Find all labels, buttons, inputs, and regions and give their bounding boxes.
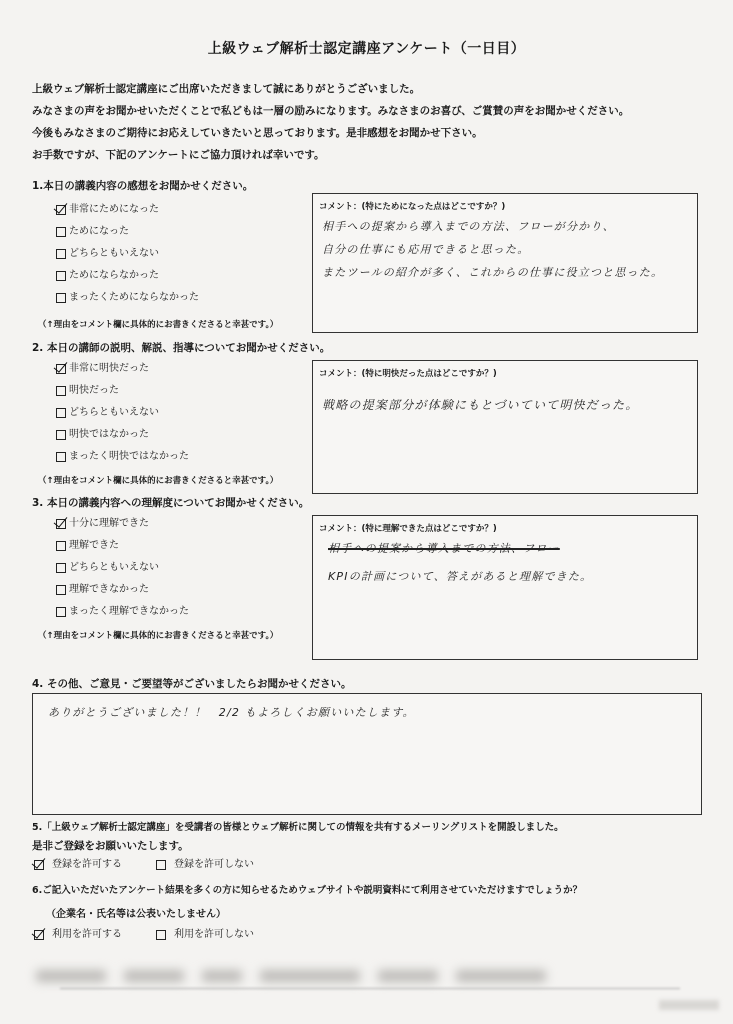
option-label: まったくためにならなかった [69, 292, 199, 303]
q6-subheading: （企業名・氏名等は公表いたしません） [46, 909, 226, 920]
intro-line: 今後もみなさまのご期待にお応えしていきたいと思っております。是非感想をお聞かせ下さい。 [32, 127, 483, 139]
q6-heading: 6.ご記入いただいたアンケート結果を多くの方に知らせるためウェブサイトや説明資料にて利用させていただけますでしょうか？ [32, 885, 583, 896]
option-label: 明快ではなかった [69, 429, 149, 440]
q2-heading: 2. 本日の講師の説明、解説、指導についてお聞かせください。 [32, 342, 331, 354]
option-label: まったく理解できなかった [69, 606, 189, 617]
intro-text [32, 78, 629, 166]
intro-line: 上級ウェブ解析士認定講座にご出席いただきまして誠にありがとうございました。 [32, 83, 421, 95]
checkbox[interactable] [56, 607, 66, 617]
q2-comment-label: コメント：(特に明快だった点はどこですか？) [319, 369, 497, 379]
q1-option[interactable] [56, 287, 199, 309]
q5-subheading: 是非ご登録をお願いいたします。 [32, 840, 189, 852]
q4-comment: ありがとうございました！！ 2/2 もよろしくお願いいたします。 [48, 706, 415, 719]
checkbox[interactable] [56, 227, 66, 237]
q1-comment-label: コメント：(特にためになった点はどこですか？) [319, 202, 506, 212]
q3-comment-struck: 相手への提案から導入までの方法、フロー [328, 542, 560, 555]
q1-option[interactable] [56, 265, 199, 287]
q5-option-deny[interactable] [156, 856, 254, 874]
option-label: 利用を許可しない [174, 929, 254, 940]
q3-option[interactable] [56, 601, 189, 623]
q6-options [34, 926, 254, 944]
q5-option-allow[interactable] [34, 856, 122, 874]
q1-option[interactable] [56, 243, 199, 265]
q2-comment-box[interactable] [312, 360, 698, 494]
checkbox-checked[interactable] [56, 364, 66, 374]
checkbox-checked[interactable] [34, 930, 44, 940]
intro-line: みなさまの声をお聞かせいただくことで私どもは一層の励みになります。みなさまのお喜び、ご賞賛の声をお聞かせください。 [32, 105, 630, 117]
option-label: 非常にためになった [69, 204, 159, 215]
q2-comment-line: 戦略の提案部分が体験にもとづいていて明快だった。 [322, 398, 639, 412]
q1-heading: 1.本日の講義内容の感想をお聞かせください。 [32, 180, 254, 192]
option-label: 利用を許可する [52, 929, 122, 940]
q3-option[interactable] [56, 535, 189, 557]
q1-note: （↑理由をコメント欄に具体的にお書きくださると幸甚です。） [38, 320, 279, 330]
checkbox[interactable] [56, 408, 66, 418]
checkbox[interactable] [56, 386, 66, 396]
q3-option[interactable] [56, 513, 189, 535]
option-label: 理解できなかった [69, 584, 149, 595]
page-title: 上級ウェブ解析士認定講座アンケート（一日目） [207, 41, 526, 57]
q1-option[interactable] [56, 221, 199, 243]
option-label: どちらともいえない [69, 407, 159, 418]
q2-option[interactable] [56, 380, 189, 402]
checkbox-checked[interactable] [34, 860, 44, 870]
q2-option[interactable] [56, 358, 189, 380]
q2-options [56, 358, 189, 468]
q5-options [34, 856, 254, 874]
q3-option[interactable] [56, 557, 189, 579]
option-label: 登録を許可しない [174, 859, 254, 870]
q3-option[interactable] [56, 579, 189, 601]
option-label: どちらともいえない [69, 248, 159, 259]
q2-option[interactable] [56, 424, 189, 446]
q1-comment-line: またツールの紹介が多く、これからの仕事に役立つと思った。 [322, 266, 664, 279]
option-label: 十分に理解できた [69, 518, 149, 529]
q1-comment-box[interactable] [312, 193, 698, 333]
q1-option[interactable] [56, 199, 199, 221]
option-label: 明快だった [69, 385, 119, 396]
checkbox[interactable] [156, 860, 166, 870]
q3-note: （↑理由をコメント欄に具体的にお書きくださると幸甚です。） [38, 631, 279, 641]
option-label: 登録を許可する [52, 859, 122, 870]
checkbox-checked[interactable] [56, 519, 66, 529]
option-label: 非常に明快だった [69, 363, 149, 374]
intro-line: お手数ですが、下記のアンケートにご協力頂ければ幸いです。 [32, 149, 325, 161]
checkbox[interactable] [56, 271, 66, 281]
q3-comment-box[interactable] [312, 515, 698, 660]
q2-note: （↑理由をコメント欄に具体的にお書きくださると幸甚です。） [38, 476, 279, 486]
checkbox[interactable] [156, 930, 166, 940]
q6-option-allow[interactable] [34, 926, 122, 944]
q3-heading: 3. 本日の講義内容への理解度についてお聞かせください。 [32, 497, 310, 509]
q1-options [56, 199, 199, 309]
option-label: ためになった [69, 226, 129, 237]
q1-comment-line: 自分の仕事にも応用できると思った。 [322, 243, 530, 256]
q3-comment-label: コメント：(特に理解できた点はどこですか？) [319, 524, 497, 534]
q1-comment-line: 相手への提案から導入までの方法、フローが分かり、 [322, 220, 615, 233]
option-label: まったく明快ではなかった [69, 451, 189, 462]
checkbox[interactable] [56, 585, 66, 595]
checkbox[interactable] [56, 249, 66, 259]
q4-heading: 4. その他、ご意見・ご要望等がございましたらお聞かせください。 [32, 678, 352, 690]
option-label: 理解できた [69, 540, 119, 551]
checkbox-checked[interactable] [56, 205, 66, 215]
q2-option[interactable] [56, 446, 189, 468]
redacted-signature-area [36, 962, 696, 990]
checkbox[interactable] [56, 293, 66, 303]
checkbox[interactable] [56, 541, 66, 551]
option-label: どちらともいえない [69, 562, 159, 573]
q3-comment-line: KPIの計画について、答えがあると理解できた。 [328, 570, 593, 583]
checkbox[interactable] [56, 430, 66, 440]
q3-options [56, 513, 189, 623]
signature-underline [60, 988, 680, 989]
page-stamp [659, 1000, 719, 1010]
q6-option-deny[interactable] [156, 926, 254, 944]
q5-heading: 5.「上級ウェブ解析士認定講座」を受講者の皆様とウェブ解析に関しての情報を共有するメーリングリストを開設しました。 [32, 822, 564, 833]
q2-option[interactable] [56, 402, 189, 424]
checkbox[interactable] [56, 563, 66, 573]
checkbox[interactable] [56, 452, 66, 462]
option-label: ためにならなかった [69, 270, 159, 281]
